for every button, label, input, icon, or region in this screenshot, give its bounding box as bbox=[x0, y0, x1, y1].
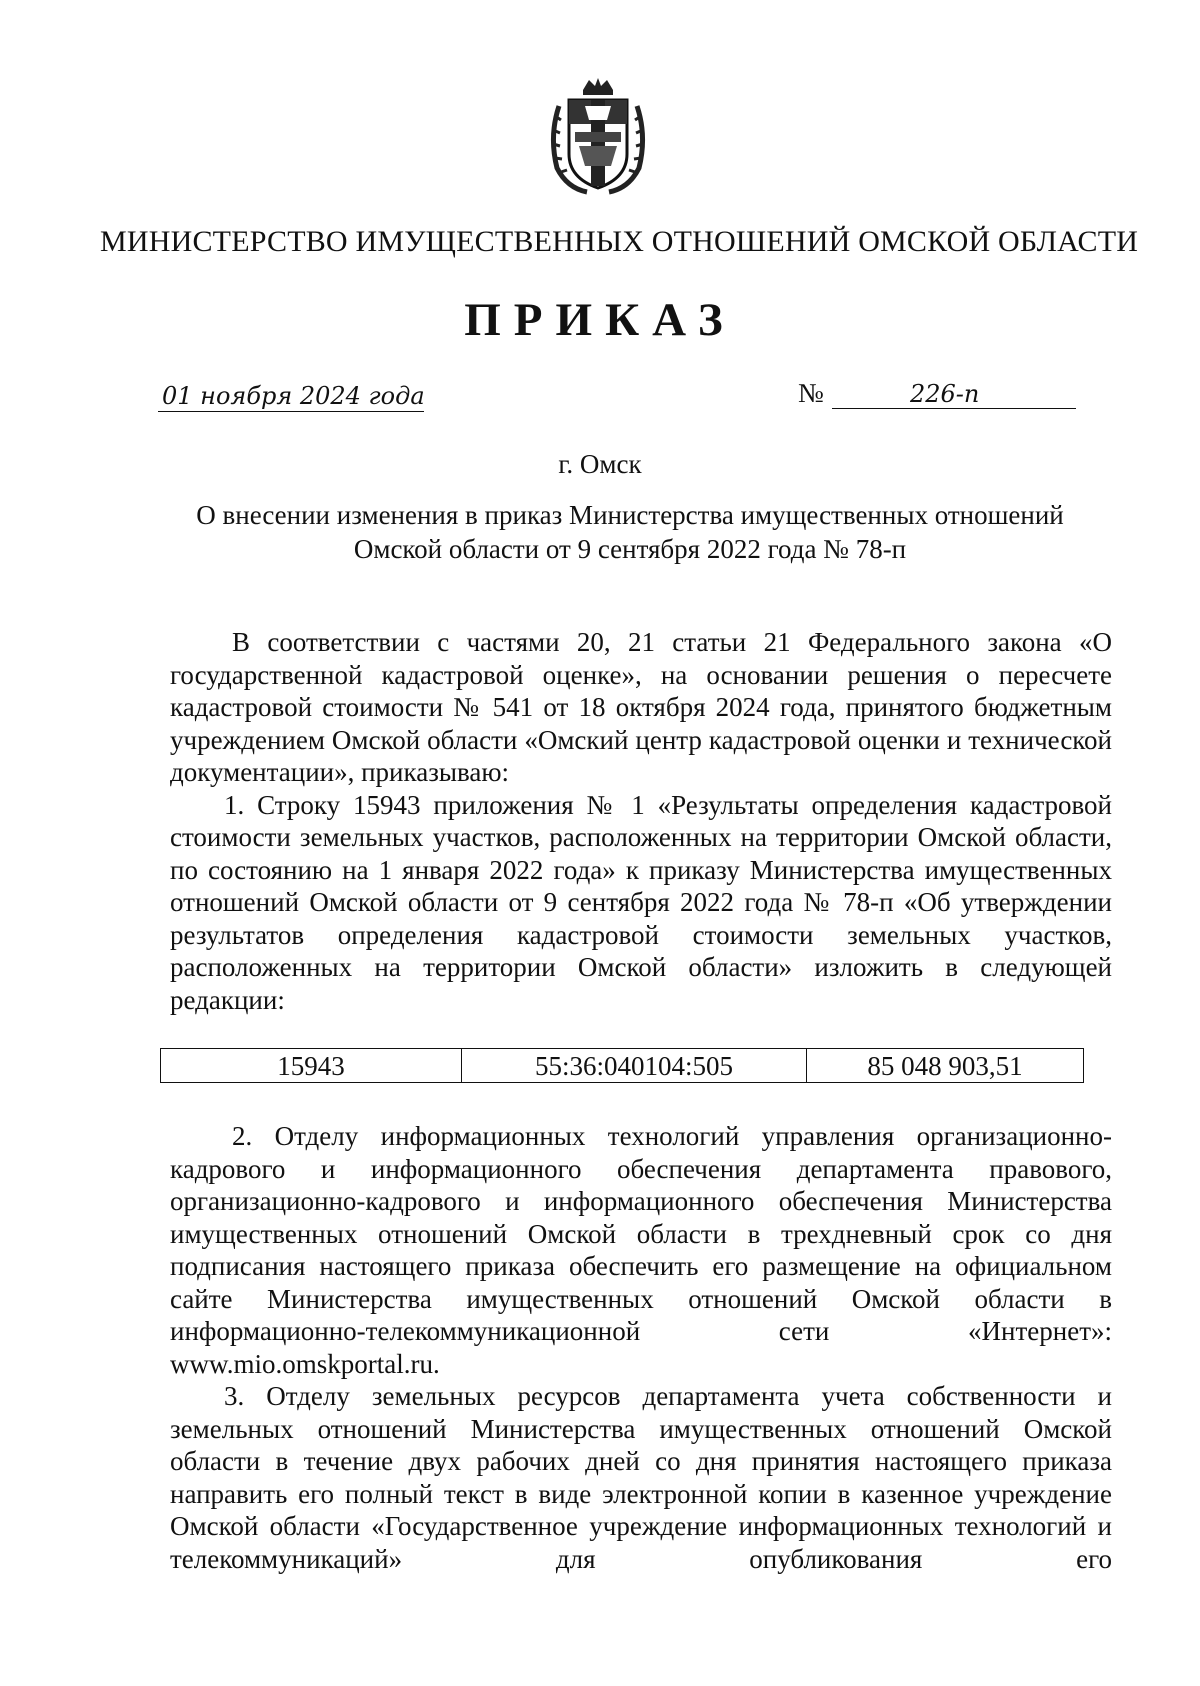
number-underline bbox=[832, 408, 1076, 409]
order-number: 226-п bbox=[910, 380, 980, 408]
item-3-paragraph: 3. Отделу земельных ресурсов департамента учета собственности и земельных отношений Министерства имущественных отношений Омской области в течение двух рабочих дней со дня принятия настоящего приказа направить его полный текст в виде электронной копии в казенное учреждение Омской области «Государственное учреждение информационных технологий и телекоммуникаций» для опубликования его bbox=[170, 1381, 1112, 1574]
subject-line-1: О внесении изменения в приказ Министерства имущественных отношений bbox=[196, 500, 1064, 530]
table-row bbox=[161, 1049, 1084, 1083]
table-cell-cadastral-value: 85 048 903,51 bbox=[807, 1049, 1084, 1083]
body-section-2 bbox=[170, 1120, 1112, 1575]
order-subject bbox=[150, 498, 1110, 566]
cadastral-value-table bbox=[160, 1048, 1084, 1083]
number-sign: № bbox=[798, 378, 824, 408]
coat-of-arms-icon bbox=[545, 76, 651, 200]
table-cell-row-number: 15943 bbox=[161, 1049, 462, 1083]
table-cell-cadastral-number: 55:36:040104:505 bbox=[462, 1049, 807, 1083]
city-name: г. Омск bbox=[558, 449, 642, 479]
subject-line-2: Омской области от 9 сентября 2022 года № 78-п bbox=[353, 534, 907, 564]
item-2-url: www.mio.omskportal.ru. bbox=[170, 1348, 440, 1379]
document-type-title: ПРИКАЗ bbox=[464, 294, 736, 346]
ministry-name: МИНИСТЕРСТВО ИМУЩЕСТВЕННЫХ ОТНОШЕНИЙ ОМСКОЙ ОБЛАСТИ bbox=[100, 225, 1139, 258]
order-date: 01 ноября 2024 года bbox=[158, 382, 424, 412]
order-number-field bbox=[798, 378, 1076, 414]
item-2-paragraph: 2. Отделу информационных технологий управления организационно-кадрового и информационного обеспечения департамента правового, организационно-кадрового и информационного обеспечения Министерства имущественных отношений Омской области в трехдневный срок со дня подписания настоящего приказа обеспечить его размещение на официальном сайте Министерства имущественных отношений Омской области в информационно-телекоммуникационной сети «Интернет»: bbox=[170, 1121, 1112, 1346]
body-section-1 bbox=[170, 626, 1112, 1016]
item-1-paragraph: 1. Строку 15943 приложения № 1 «Результаты определения кадастровой стоимости земельных участков, расположенных на территории Омской области, по состоянию на 1 января 2022 года» к приказу Министерства имущественных отношений Омской области от 9 сентября 2022 года № 78-п «Об утверждении результатов определения кадастровой стоимости земельных участков, расположенных на территории Омской области» изложить в следующей редакции: bbox=[170, 789, 1112, 1015]
preamble-paragraph: В соответствии с частями 20, 21 статьи 21 Федерального закона «О государственной кадастровой оценке», на основании решения о пересчете кадастровой стоимости № 541 от 18 октября 2024 года, принятого бюджетным учреждением Омской области «Омский центр кадастровой оценки и технической документации», приказываю: bbox=[170, 627, 1112, 787]
